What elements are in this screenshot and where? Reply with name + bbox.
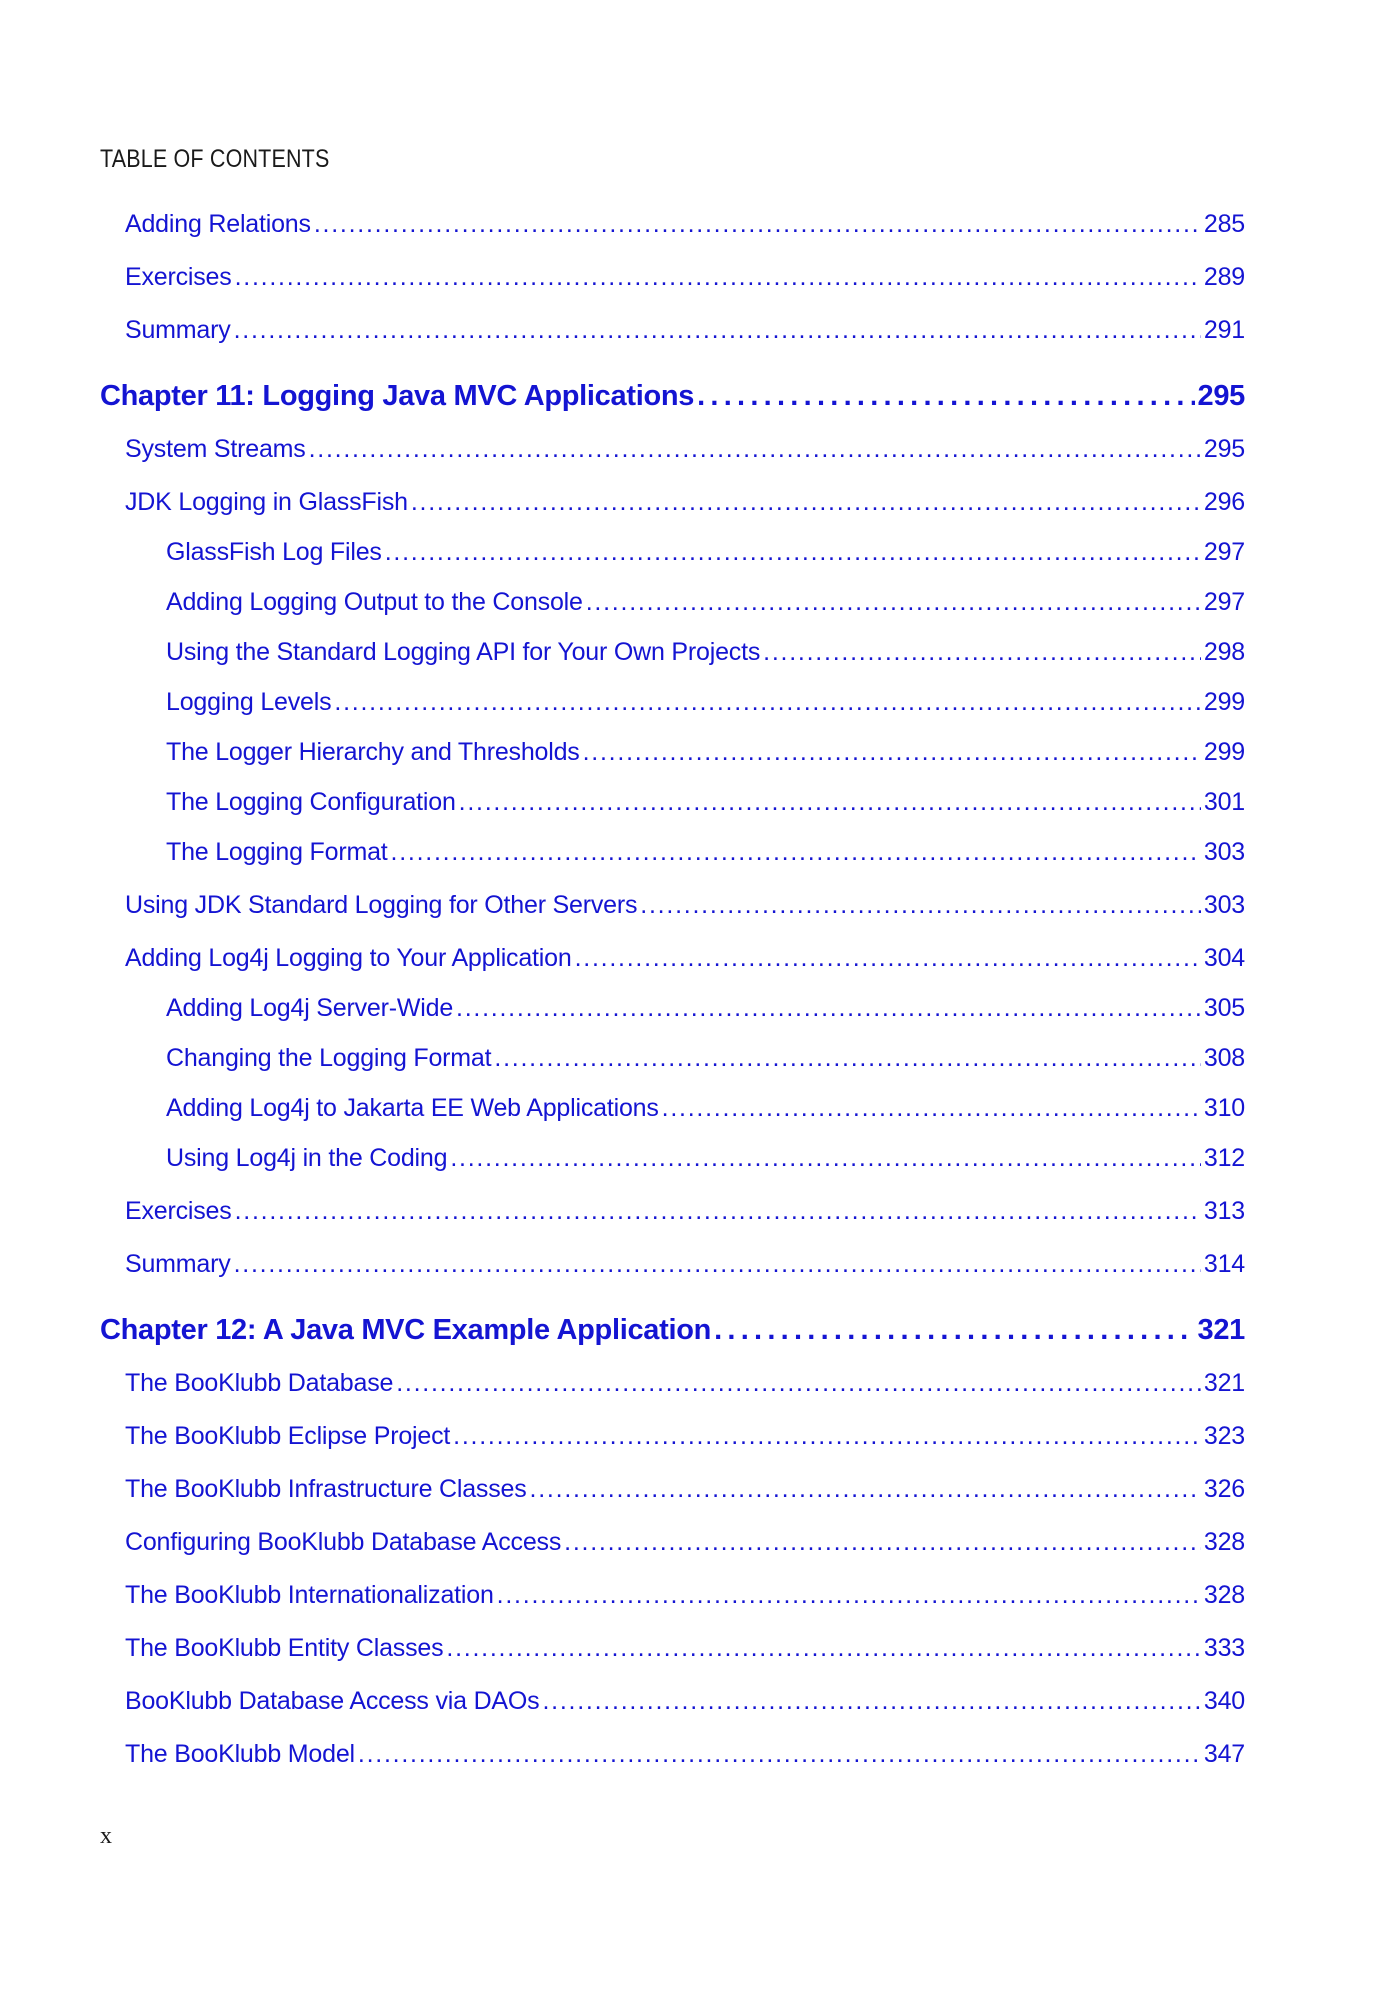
- dot-leader: [697, 380, 1194, 413]
- toc-subentry-title: The Logger Hierarchy and Thresholds: [166, 738, 580, 766]
- toc-entry[interactable]: [125, 263, 1245, 292]
- dot-leader: [714, 1314, 1194, 1347]
- dot-leader: [234, 1250, 1201, 1279]
- toc-subentry-page: 297: [1203, 588, 1245, 616]
- dot-leader: [542, 1687, 1200, 1716]
- dot-leader: [309, 435, 1201, 464]
- toc-subentry[interactable]: [166, 838, 1245, 867]
- toc-entry[interactable]: [125, 1197, 1245, 1226]
- toc-entry-page: 289: [1203, 263, 1245, 291]
- toc-entry-title: Summary: [125, 1250, 231, 1278]
- dot-leader: [456, 994, 1201, 1023]
- toc-entry-page: 328: [1203, 1528, 1245, 1556]
- toc-entry[interactable]: [125, 1422, 1245, 1451]
- dot-leader: [234, 316, 1201, 345]
- toc-entry-title: Summary: [125, 316, 231, 344]
- toc-entry[interactable]: [125, 891, 1245, 920]
- toc-entry[interactable]: [125, 316, 1245, 345]
- toc-subentry-title: Adding Log4j to Jakarta EE Web Applications: [166, 1094, 659, 1122]
- toc-subentry-page: 301: [1203, 788, 1245, 816]
- toc-entry-title: Exercises: [125, 1197, 232, 1225]
- toc-subentry[interactable]: [166, 538, 1245, 567]
- toc-subentry[interactable]: [166, 688, 1245, 717]
- dot-leader: [358, 1740, 1201, 1769]
- toc-entry-page: 313: [1203, 1197, 1245, 1225]
- dot-leader: [391, 838, 1201, 867]
- toc-subentry-page: 305: [1203, 994, 1245, 1022]
- toc-subentry-title: Adding Log4j Server-Wide: [166, 994, 454, 1022]
- toc-subentry-page: 299: [1203, 738, 1245, 766]
- toc-subentry-page: 298: [1203, 638, 1245, 666]
- toc-entry-page: 285: [1203, 210, 1245, 238]
- toc-subentry-title: GlassFish Log Files: [166, 538, 382, 566]
- dot-leader: [396, 1369, 1201, 1398]
- toc-entry-page: 295: [1203, 435, 1245, 463]
- toc-entry-title: The BooKlubb Database: [125, 1369, 394, 1397]
- dot-leader: [446, 1634, 1200, 1663]
- toc-entry-title: The BooKlubb Entity Classes: [125, 1634, 444, 1662]
- toc-chapter-page: 321: [1197, 1314, 1245, 1346]
- dot-leader: [583, 738, 1201, 767]
- toc-subentry[interactable]: [166, 994, 1245, 1023]
- toc-entry-page: 323: [1203, 1422, 1245, 1450]
- dot-leader: [575, 944, 1201, 973]
- toc-entry[interactable]: [125, 1528, 1245, 1557]
- toc-entry-page: 326: [1203, 1475, 1245, 1503]
- toc-entry-page: 333: [1203, 1634, 1245, 1662]
- page-number: x: [100, 1823, 112, 1849]
- toc-chapter-entry[interactable]: [100, 380, 1245, 413]
- toc-entry-page: 291: [1203, 316, 1245, 344]
- toc-entry-title: Adding Log4j Logging to Your Application: [125, 944, 572, 972]
- dot-leader: [334, 688, 1200, 717]
- toc-entry[interactable]: [125, 1581, 1245, 1610]
- dot-leader: [530, 1475, 1201, 1504]
- toc-entry-title: The BooKlubb Internationalization: [125, 1581, 494, 1609]
- toc-subentry[interactable]: [166, 1094, 1245, 1123]
- toc-entry[interactable]: [125, 435, 1245, 464]
- toc-entry-page: 347: [1203, 1740, 1245, 1768]
- dot-leader: [450, 1144, 1201, 1173]
- dot-leader: [235, 263, 1201, 292]
- toc-subentry-title: Logging Levels: [166, 688, 332, 716]
- toc-entry-title: Configuring BooKlubb Database Access: [125, 1528, 562, 1556]
- toc-subentry-page: 308: [1203, 1044, 1245, 1072]
- toc-entry-title: JDK Logging in GlassFish: [125, 488, 408, 516]
- toc-subentry[interactable]: [166, 1044, 1245, 1073]
- dot-leader: [497, 1581, 1201, 1610]
- toc-chapter-entry[interactable]: [100, 1314, 1245, 1347]
- toc-entry-title: Adding Relations: [125, 210, 311, 238]
- dot-leader: [494, 1044, 1201, 1073]
- toc-entry[interactable]: [125, 1369, 1245, 1398]
- toc-subentry[interactable]: [166, 788, 1245, 817]
- toc-subentry-page: 312: [1203, 1144, 1245, 1172]
- toc-entry-title: The BooKlubb Eclipse Project: [125, 1422, 451, 1450]
- toc-entry[interactable]: [125, 1634, 1245, 1663]
- dot-leader: [385, 538, 1201, 567]
- page-header: TABLE OF CONTENTS: [100, 145, 330, 173]
- toc-entry-page: 303: [1203, 891, 1245, 919]
- toc-chapter-title: Chapter 11: Logging Java MVC Applications: [100, 380, 695, 412]
- toc-subentry-page: 297: [1203, 538, 1245, 566]
- toc-subentry[interactable]: [166, 588, 1245, 617]
- toc-subentry-title: Changing the Logging Format: [166, 1044, 492, 1072]
- toc-entry[interactable]: [125, 1250, 1245, 1279]
- toc-chapter-title: Chapter 12: A Java MVC Example Application: [100, 1314, 712, 1346]
- toc-subentry-page: 299: [1203, 688, 1245, 716]
- dot-leader: [314, 210, 1201, 239]
- toc-entry-page: 314: [1203, 1250, 1245, 1278]
- toc-entry[interactable]: [125, 488, 1245, 517]
- toc-entry[interactable]: [125, 944, 1245, 973]
- toc-chapter-page: 295: [1197, 380, 1245, 412]
- dot-leader: [459, 788, 1201, 817]
- toc-entry[interactable]: [125, 1740, 1245, 1769]
- toc-entry-title: Exercises: [125, 263, 232, 291]
- dot-leader: [411, 488, 1201, 517]
- dot-leader: [640, 891, 1201, 920]
- toc-subentry-title: Using Log4j in the Coding: [166, 1144, 448, 1172]
- toc-subentry-title: The Logging Format: [166, 838, 388, 866]
- toc-entry-page: 340: [1203, 1687, 1245, 1715]
- toc-entry-title: The BooKlubb Infrastructure Classes: [125, 1475, 527, 1503]
- toc-subentry-title: The Logging Configuration: [166, 788, 456, 816]
- toc-entry[interactable]: [125, 1687, 1245, 1716]
- dot-leader: [564, 1528, 1201, 1557]
- toc-entry[interactable]: [125, 210, 1245, 239]
- toc-entry[interactable]: [125, 1475, 1245, 1504]
- dot-leader: [662, 1094, 1201, 1123]
- toc-subentry-title: Adding Logging Output to the Console: [166, 588, 583, 616]
- toc-entry-title: BooKlubb Database Access via DAOs: [125, 1687, 540, 1715]
- toc-entry-title: Using JDK Standard Logging for Other Servers: [125, 891, 638, 919]
- toc-entry-page: 321: [1203, 1369, 1245, 1397]
- toc-subentry[interactable]: [166, 1144, 1245, 1173]
- toc-entry-title: System Streams: [125, 435, 306, 463]
- toc-subentry-title: Using the Standard Logging API for Your Own Projects: [166, 638, 761, 666]
- dot-leader: [235, 1197, 1201, 1226]
- toc-subentry-page: 303: [1203, 838, 1245, 866]
- toc-entry-page: 328: [1203, 1581, 1245, 1609]
- toc-subentry-page: 310: [1203, 1094, 1245, 1122]
- toc-subentry[interactable]: [166, 738, 1245, 767]
- toc-entry-title: The BooKlubb Model: [125, 1740, 355, 1768]
- toc-entry-page: 304: [1203, 944, 1245, 972]
- toc-subentry[interactable]: [166, 638, 1245, 667]
- dot-leader: [763, 638, 1201, 667]
- toc-entry-page: 296: [1203, 488, 1245, 516]
- dot-leader: [586, 588, 1201, 617]
- dot-leader: [453, 1422, 1201, 1451]
